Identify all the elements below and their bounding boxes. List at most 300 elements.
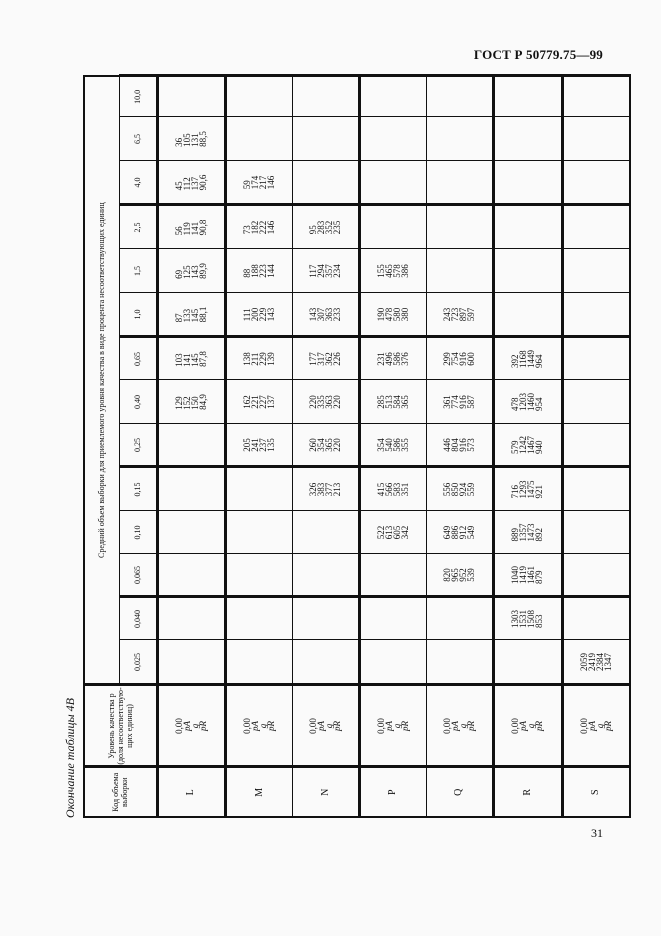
sample-size-value: 578 bbox=[391, 264, 402, 278]
sample-size-cell bbox=[493, 424, 562, 467]
sample-size-cell bbox=[226, 117, 293, 161]
sample-size-value: 69 bbox=[173, 269, 184, 279]
sample-size-cell bbox=[426, 205, 493, 249]
sample-size-cell bbox=[293, 337, 360, 380]
sample-size-value: 1203 bbox=[518, 393, 529, 411]
sample-size-value: 243 bbox=[441, 307, 452, 322]
table-row bbox=[426, 76, 493, 817]
sample-size-value: 924 bbox=[457, 482, 468, 497]
sample-size-cell bbox=[360, 337, 427, 380]
sample-size-value: 1460 bbox=[526, 393, 537, 411]
quality-level-label: 0,00 bbox=[242, 718, 253, 734]
sample-size-cell bbox=[562, 161, 630, 205]
sample-size-value: 889 bbox=[510, 528, 521, 542]
sample-size-value: 155 bbox=[375, 264, 386, 278]
sample-size-value: 584 bbox=[391, 395, 402, 409]
sample-size-value: 586 bbox=[391, 438, 402, 452]
page-number: 31 bbox=[591, 826, 603, 840]
sample-size-value: 1467 bbox=[526, 436, 537, 454]
quality-level-label: 0,00 bbox=[441, 718, 452, 734]
sample-size-value: 299 bbox=[441, 352, 452, 366]
column-header-aql: 0,25 bbox=[119, 424, 157, 467]
sample-size-value: 573 bbox=[465, 438, 476, 452]
sample-size-cell bbox=[360, 293, 427, 337]
sample-size-value: 237 bbox=[258, 438, 269, 452]
sample-size-code: M bbox=[226, 767, 293, 817]
sample-size-value: 117 bbox=[308, 264, 319, 278]
sample-size-cell bbox=[157, 424, 226, 467]
sample-size-value: 95 bbox=[308, 225, 319, 235]
sample-size-value: 579 bbox=[510, 440, 521, 454]
sample-size-value: 1461 bbox=[526, 566, 537, 584]
sample-size-value: 952 bbox=[457, 568, 468, 582]
quality-level-label: 0,00 bbox=[308, 718, 319, 734]
sample-size-value: 133 bbox=[181, 308, 192, 323]
sample-size-value: 583 bbox=[391, 482, 402, 497]
sample-size-value: 365 bbox=[324, 438, 335, 452]
sample-size-cell bbox=[493, 205, 562, 249]
quality-level-label: pR bbox=[332, 721, 343, 731]
sample-size-value: 496 bbox=[383, 352, 394, 366]
sample-size-value: 152 bbox=[181, 396, 192, 410]
sample-size-cell bbox=[157, 511, 226, 554]
sample-size-value: 446 bbox=[441, 438, 452, 452]
sample-size-cell bbox=[562, 205, 630, 249]
sample-size-value: 220 bbox=[332, 438, 343, 452]
sample-size-value: 190 bbox=[375, 307, 386, 322]
sample-size-value: 415 bbox=[375, 482, 386, 497]
sample-size-code: S bbox=[562, 767, 630, 817]
sample-size-value: 233 bbox=[332, 307, 343, 322]
sample-size-value: 1508 bbox=[526, 610, 537, 628]
sample-size-value: 150 bbox=[189, 396, 200, 410]
sample-size-cell bbox=[562, 293, 630, 337]
quality-level-label: g bbox=[391, 723, 402, 729]
table-row bbox=[360, 76, 427, 817]
quality-level-label: g bbox=[324, 723, 335, 729]
sample-size-cell bbox=[426, 554, 493, 597]
sample-size-cell bbox=[226, 511, 293, 554]
table-row bbox=[562, 76, 630, 817]
sample-size-cell bbox=[226, 205, 293, 249]
sample-size-cell bbox=[493, 117, 562, 161]
sample-size-cell bbox=[293, 76, 360, 117]
sample-size-value: 2059 bbox=[578, 653, 589, 671]
sample-size-cell bbox=[157, 640, 226, 685]
sample-size-cell bbox=[493, 467, 562, 511]
sample-size-cell bbox=[157, 597, 226, 640]
sample-size-value: 138 bbox=[242, 352, 253, 366]
sample-size-value: 59 bbox=[242, 180, 253, 190]
sample-size-value: 465 bbox=[383, 264, 394, 278]
sample-size-cell bbox=[293, 554, 360, 597]
sample-size-cell bbox=[562, 554, 630, 597]
sample-size-value: 354 bbox=[316, 438, 327, 452]
sample-size-value: 376 bbox=[399, 352, 410, 366]
sample-size-value: 182 bbox=[250, 220, 261, 235]
sample-size-code: P bbox=[360, 767, 427, 817]
sample-size-cell bbox=[226, 467, 293, 511]
sample-size-value: 143 bbox=[308, 307, 319, 322]
quality-level-labels bbox=[426, 685, 493, 767]
sample-size-value: 352 bbox=[324, 220, 335, 235]
sample-size-cell bbox=[562, 597, 630, 640]
sample-size-cell bbox=[493, 337, 562, 380]
sample-size-value: 137 bbox=[189, 176, 200, 191]
sample-size-value: 241 bbox=[250, 438, 261, 452]
sample-size-value: 965 bbox=[449, 568, 460, 582]
sample-size-value: 1040 bbox=[510, 566, 521, 584]
column-header-aql: 4,0 bbox=[119, 161, 157, 205]
sample-size-cell bbox=[293, 511, 360, 554]
sample-size-table bbox=[83, 74, 631, 818]
sample-size-value: 380 bbox=[399, 307, 410, 322]
quality-level-labels bbox=[226, 685, 293, 767]
sample-size-cell bbox=[493, 161, 562, 205]
sample-size-value: 897 bbox=[457, 307, 468, 322]
sample-size-cell bbox=[157, 76, 226, 117]
quality-level-labels bbox=[293, 685, 360, 767]
sample-size-cell bbox=[293, 467, 360, 511]
sample-size-cell bbox=[426, 380, 493, 424]
table-row bbox=[157, 76, 226, 817]
sample-size-value: 89,9 bbox=[197, 263, 208, 279]
sample-size-value: 213 bbox=[332, 482, 343, 497]
sample-size-value: 1347 bbox=[602, 653, 613, 671]
sample-size-value: 111 bbox=[242, 308, 253, 322]
sample-size-value: 144 bbox=[266, 264, 277, 278]
column-header-aql: 1,0 bbox=[119, 293, 157, 337]
sample-size-value: 559 bbox=[465, 482, 476, 497]
sample-size-cell bbox=[157, 293, 226, 337]
sample-size-value: 774 bbox=[449, 395, 460, 409]
column-header-aql: 2,5 bbox=[119, 205, 157, 249]
sample-size-value: 392 bbox=[510, 354, 521, 368]
sample-size-cell bbox=[562, 337, 630, 380]
sample-size-value: 1242 bbox=[518, 436, 529, 454]
sample-size-value: 2419 bbox=[586, 653, 597, 671]
column-header-aql: 0,025 bbox=[119, 640, 157, 685]
sample-size-cell bbox=[562, 249, 630, 293]
sample-size-value: 137 bbox=[266, 395, 277, 409]
quality-level-label: 0,00 bbox=[173, 718, 184, 734]
sample-size-cell bbox=[226, 337, 293, 380]
sample-size-value: 886 bbox=[449, 525, 460, 540]
sample-size-cell bbox=[493, 249, 562, 293]
sample-size-value: 88,1 bbox=[197, 306, 208, 323]
sample-size-code: Q bbox=[426, 767, 493, 817]
sample-size-value: 205 bbox=[242, 438, 253, 452]
sample-size-value: 820 bbox=[441, 568, 452, 582]
sample-size-cell bbox=[562, 467, 630, 511]
quality-level-label: 0,00 bbox=[510, 718, 521, 734]
sample-size-value: 285 bbox=[375, 395, 386, 409]
sample-size-cell bbox=[157, 205, 226, 249]
sample-size-value: 146 bbox=[266, 175, 277, 190]
sample-size-value: 220 bbox=[332, 395, 343, 409]
sample-size-value: 45 bbox=[173, 181, 184, 191]
quality-level-label: pA bbox=[586, 721, 597, 731]
sample-size-value: 522 bbox=[375, 525, 386, 540]
sample-size-value: 916 bbox=[457, 395, 468, 409]
column-header-quality-level: Уровень качества p (доля несоответствую-щих единиц) bbox=[84, 685, 157, 767]
quality-level-label: g bbox=[457, 723, 468, 729]
sample-size-value: 365 bbox=[399, 395, 410, 409]
sample-size-cell bbox=[226, 293, 293, 337]
sample-size-value: 226 bbox=[332, 352, 343, 366]
sample-size-value: 220 bbox=[308, 395, 319, 409]
sample-size-cell bbox=[426, 293, 493, 337]
sample-size-value: 850 bbox=[449, 482, 460, 497]
sample-size-code: N bbox=[293, 767, 360, 817]
quality-level-label: pA bbox=[383, 721, 394, 731]
sample-size-value: 912 bbox=[457, 525, 468, 540]
sample-size-value: 964 bbox=[534, 354, 545, 368]
quality-level-label: g bbox=[189, 723, 200, 729]
sample-size-value: 227 bbox=[258, 395, 269, 409]
sample-size-cell bbox=[493, 380, 562, 424]
sample-size-cell bbox=[426, 640, 493, 685]
sample-size-value: 162 bbox=[242, 395, 253, 409]
sample-size-cell bbox=[426, 117, 493, 161]
sample-size-value: 1303 bbox=[510, 610, 521, 628]
table-row bbox=[226, 76, 293, 817]
sample-size-value: 87,8 bbox=[197, 351, 208, 367]
sample-size-value: 1168 bbox=[518, 350, 529, 368]
sample-size-cell bbox=[493, 554, 562, 597]
quality-level-label: 0,00 bbox=[578, 718, 589, 734]
sample-size-value: 200 bbox=[250, 307, 261, 322]
sample-size-cell bbox=[226, 424, 293, 467]
sample-size-value: 141 bbox=[181, 353, 192, 367]
quality-level-label: pR bbox=[399, 721, 410, 731]
sample-size-cell bbox=[493, 640, 562, 685]
sample-size-value: 386 bbox=[399, 264, 410, 278]
sample-size-value: 1475 bbox=[526, 480, 537, 499]
sample-size-value: 804 bbox=[449, 438, 460, 452]
sample-size-cell bbox=[293, 640, 360, 685]
sample-size-cell bbox=[360, 161, 427, 205]
sample-size-cell bbox=[293, 380, 360, 424]
sample-size-value: 317 bbox=[316, 352, 327, 366]
sample-size-cell bbox=[562, 424, 630, 467]
sample-size-value: 235 bbox=[332, 220, 343, 235]
sample-size-cell bbox=[293, 249, 360, 293]
sample-size-cell bbox=[157, 117, 226, 161]
sample-size-value: 335 bbox=[316, 395, 327, 409]
sample-size-cell bbox=[226, 249, 293, 293]
table-row bbox=[493, 76, 562, 817]
sample-size-value: 119 bbox=[181, 222, 192, 236]
sample-size-value: 354 bbox=[375, 438, 386, 452]
column-header-aql: 0,10 bbox=[119, 511, 157, 554]
sample-size-cell bbox=[562, 380, 630, 424]
column-group-header-aql: Средний объем выборки для приемлемого уровня качества в виде процента несоответствующих единиц bbox=[84, 76, 119, 685]
sample-size-cell bbox=[226, 554, 293, 597]
sample-size-cell bbox=[426, 511, 493, 554]
quality-level-labels bbox=[493, 685, 562, 767]
quality-level-labels bbox=[562, 685, 630, 767]
sample-size-cell bbox=[426, 424, 493, 467]
sample-size-cell bbox=[157, 337, 226, 380]
sample-size-value: 217 bbox=[258, 175, 269, 190]
sample-size-cell bbox=[360, 205, 427, 249]
quality-level-label: g bbox=[258, 723, 269, 729]
quality-level-labels bbox=[360, 685, 427, 767]
sample-size-value: 56 bbox=[173, 226, 184, 236]
sample-size-value: 361 bbox=[441, 395, 452, 409]
sample-size-value: 566 bbox=[383, 482, 394, 497]
sample-size-cell bbox=[293, 293, 360, 337]
sample-size-cell bbox=[157, 380, 226, 424]
quality-level-label: pR bbox=[197, 721, 208, 731]
sample-size-cell bbox=[360, 424, 427, 467]
column-header-aql: 6,5 bbox=[119, 117, 157, 161]
rotated-table-container bbox=[63, 80, 631, 818]
sample-size-value: 383 bbox=[316, 482, 327, 497]
sample-size-value: 223 bbox=[258, 264, 269, 278]
sample-size-cell bbox=[360, 640, 427, 685]
sample-size-value: 716 bbox=[510, 485, 521, 499]
sample-size-value: 211 bbox=[250, 352, 261, 366]
sample-size-cell bbox=[226, 161, 293, 205]
sample-size-cell bbox=[360, 597, 427, 640]
sample-size-value: 88,5 bbox=[197, 131, 208, 147]
sample-size-value: 326 bbox=[308, 482, 319, 497]
sample-size-value: 549 bbox=[465, 525, 476, 540]
sample-size-cell bbox=[226, 76, 293, 117]
sample-size-cell bbox=[293, 161, 360, 205]
sample-size-value: 478 bbox=[383, 307, 394, 322]
quality-level-label: pR bbox=[266, 721, 277, 731]
sample-size-value: 231 bbox=[375, 352, 386, 366]
quality-level-label: pA bbox=[250, 721, 261, 731]
sample-size-cell bbox=[157, 467, 226, 511]
sample-size-value: 112 bbox=[181, 177, 192, 191]
sample-size-value: 229 bbox=[258, 307, 269, 322]
sample-size-value: 145 bbox=[189, 308, 200, 323]
document-header: ГОСТ Р 50779.75—99 bbox=[473, 47, 603, 62]
sample-size-value: 1357 bbox=[518, 523, 529, 542]
sample-size-value: 125 bbox=[181, 265, 192, 279]
sample-size-value: 141 bbox=[189, 221, 200, 236]
sample-size-value: 649 bbox=[441, 525, 452, 540]
quality-level-label: 0,00 bbox=[375, 718, 386, 734]
sample-size-cell bbox=[360, 249, 427, 293]
sample-size-cell bbox=[293, 424, 360, 467]
sample-size-value: 222 bbox=[258, 220, 269, 235]
sample-size-value: 131 bbox=[189, 133, 200, 147]
sample-size-value: 174 bbox=[250, 175, 261, 190]
quality-level-label: pR bbox=[534, 721, 545, 731]
sample-size-cell bbox=[360, 380, 427, 424]
sample-size-cell bbox=[562, 76, 630, 117]
sample-size-value: 954 bbox=[534, 397, 545, 411]
sample-size-value: 73 bbox=[242, 225, 253, 235]
sample-size-cell bbox=[426, 597, 493, 640]
sample-size-cell bbox=[157, 161, 226, 205]
sample-size-value: 90,8 bbox=[197, 219, 208, 236]
sample-size-cell bbox=[493, 511, 562, 554]
sample-size-value: 892 bbox=[534, 528, 545, 542]
sample-size-value: 105 bbox=[181, 133, 192, 147]
sample-size-value: 145 bbox=[189, 353, 200, 367]
sample-size-cell bbox=[562, 640, 630, 685]
table-row bbox=[293, 76, 360, 817]
sample-size-value: 605 bbox=[391, 525, 402, 540]
sample-size-cell bbox=[226, 597, 293, 640]
sample-size-value: 342 bbox=[399, 525, 410, 540]
sample-size-value: 921 bbox=[534, 485, 545, 499]
quality-level-label: pA bbox=[449, 721, 460, 731]
sample-size-value: 916 bbox=[457, 438, 468, 452]
sample-size-cell bbox=[157, 249, 226, 293]
sample-size-value: 879 bbox=[534, 570, 545, 584]
sample-size-cell bbox=[426, 76, 493, 117]
sample-size-cell bbox=[426, 467, 493, 511]
sample-size-value: 539 bbox=[465, 568, 476, 582]
sample-size-value: 1473 bbox=[526, 523, 537, 542]
sample-size-cell bbox=[360, 554, 427, 597]
sample-size-cell bbox=[493, 76, 562, 117]
sample-size-cell bbox=[293, 205, 360, 249]
sample-size-value: 146 bbox=[266, 220, 277, 235]
sample-size-cell bbox=[293, 597, 360, 640]
sample-size-code: L bbox=[157, 767, 226, 817]
sample-size-cell bbox=[426, 161, 493, 205]
sample-size-cell bbox=[562, 511, 630, 554]
sample-size-cell bbox=[360, 511, 427, 554]
sample-size-value: 87 bbox=[173, 313, 184, 323]
sample-size-value: 88 bbox=[242, 268, 253, 278]
column-header-aql: 0,040 bbox=[119, 597, 157, 640]
sample-size-value: 723 bbox=[449, 307, 460, 322]
quality-level-label: g bbox=[526, 723, 537, 729]
sample-size-value: 143 bbox=[189, 265, 200, 279]
column-header-aql: 0,15 bbox=[119, 467, 157, 511]
sample-size-cell bbox=[226, 640, 293, 685]
sample-size-cell bbox=[426, 337, 493, 380]
quality-level-label: g bbox=[594, 723, 605, 729]
sample-size-value: 478 bbox=[510, 397, 521, 411]
sample-size-value: 355 bbox=[399, 438, 410, 452]
sample-size-value: 177 bbox=[308, 352, 319, 366]
sample-size-value: 139 bbox=[266, 352, 277, 366]
sample-size-value: 754 bbox=[449, 352, 460, 366]
sample-size-cell bbox=[493, 293, 562, 337]
sample-size-value: 307 bbox=[316, 307, 327, 322]
sample-size-value: 597 bbox=[465, 307, 476, 322]
sample-size-value: 363 bbox=[324, 307, 335, 322]
quality-level-label: pA bbox=[316, 721, 327, 731]
sample-size-code: R bbox=[493, 767, 562, 817]
sample-size-value: 260 bbox=[308, 438, 319, 452]
sample-size-value: 556 bbox=[441, 482, 452, 497]
column-header-aql: 10,0 bbox=[119, 76, 157, 117]
sample-size-value: 103 bbox=[173, 353, 184, 367]
sample-size-cell bbox=[493, 597, 562, 640]
sample-size-value: 853 bbox=[534, 614, 545, 628]
sample-size-cell bbox=[562, 117, 630, 161]
sample-size-value: 1419 bbox=[518, 566, 529, 584]
sample-size-value: 135 bbox=[266, 438, 277, 452]
column-header-aql: 0,65 bbox=[119, 337, 157, 380]
quality-level-label: pA bbox=[518, 721, 529, 731]
sample-size-value: 600 bbox=[465, 352, 476, 366]
sample-size-value: 940 bbox=[534, 440, 545, 454]
sample-size-value: 229 bbox=[258, 352, 269, 366]
quality-level-label: pR bbox=[465, 721, 476, 731]
